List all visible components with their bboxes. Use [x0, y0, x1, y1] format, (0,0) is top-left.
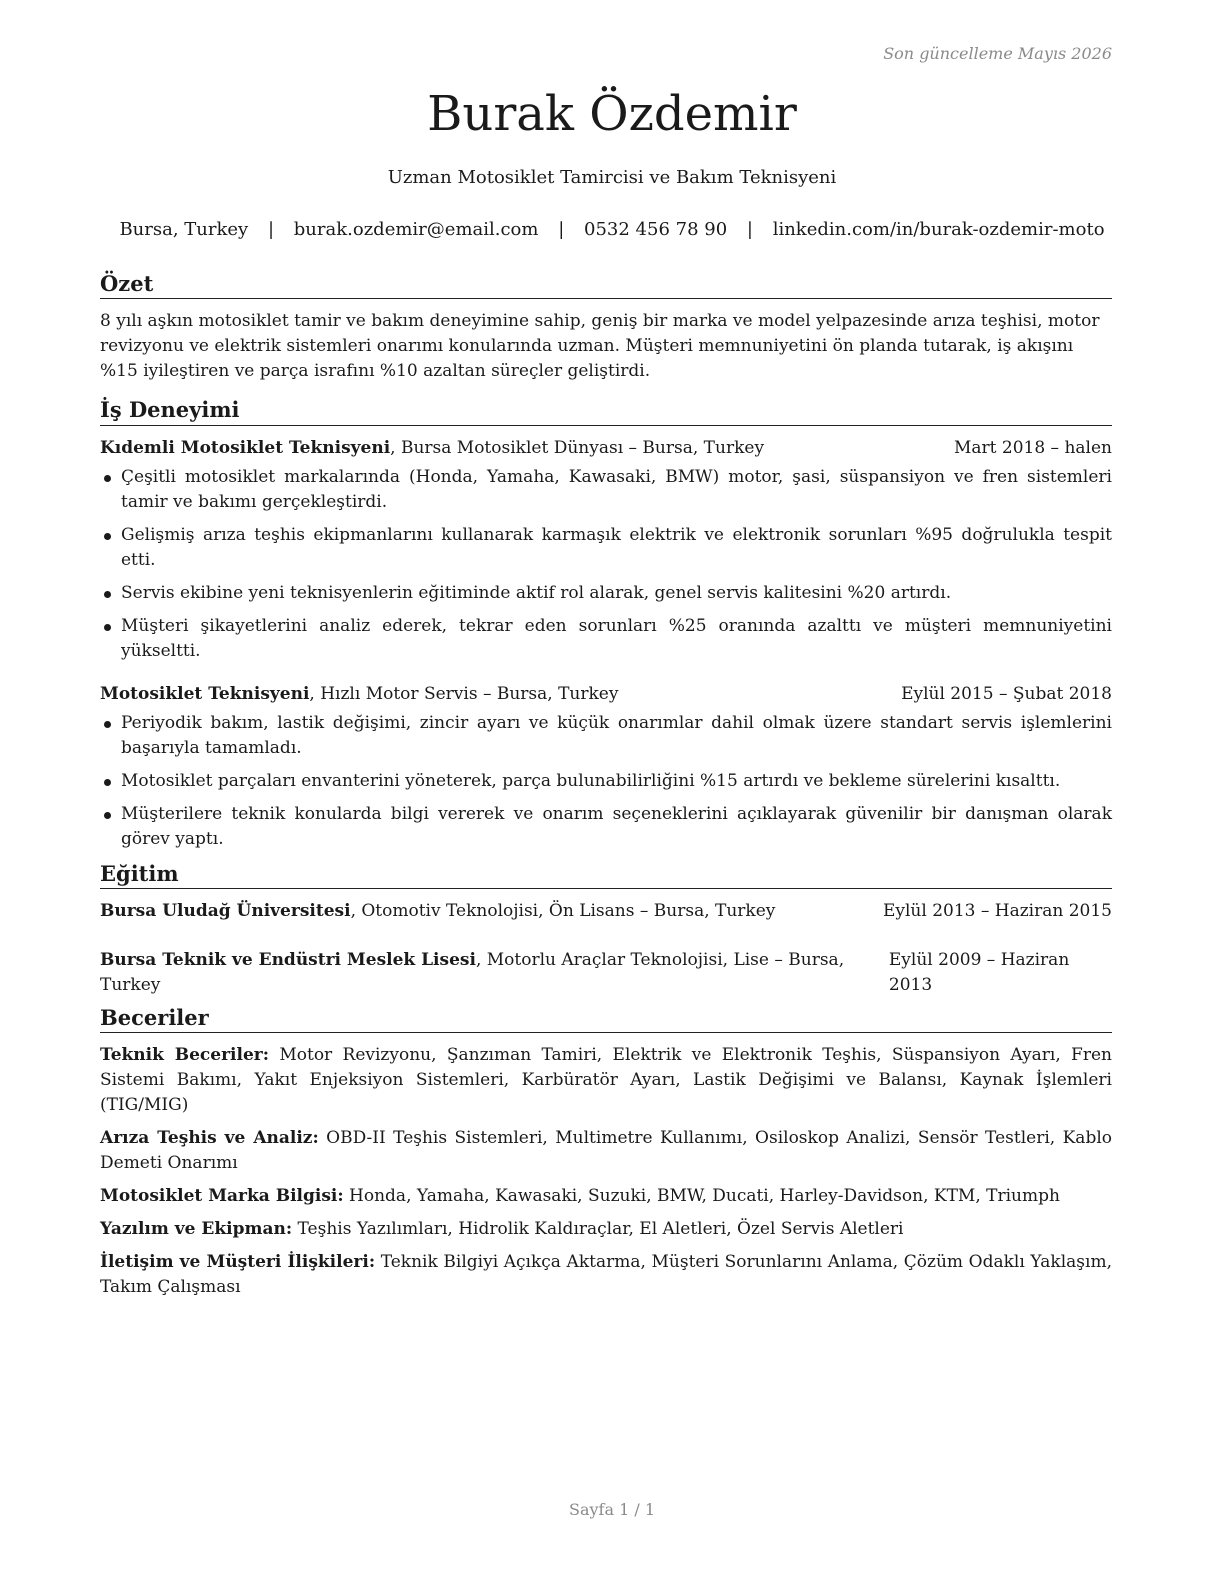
skill-value: Teknik Bilgiyi Açıkça Aktarma, Müşteri Sorunlarını Anlama, Çözüm Odaklı Yaklaşım, Takım Çalışması — [100, 1252, 1112, 1298]
job-bullet: Müşterilere teknik konularda bilgi vererek ve onarım seçeneklerini açıklayarak güvenilir bir danışman olarak görev yaptı. — [100, 802, 1112, 852]
section-title-experience: İş Deneyimi — [100, 396, 1112, 425]
contact-separator: | — [267, 219, 275, 240]
section-title-education: Eğitim — [100, 860, 1112, 889]
job-org: , Hızlı Motor Servis – Bursa, Turkey — [309, 683, 619, 704]
skill-group — [100, 1126, 1112, 1176]
job-header — [100, 682, 1112, 707]
education-school: Bursa Teknik ve Endüstri Meslek Lisesi — [100, 949, 476, 970]
skill-label: Yazılım ve Ekipman: — [100, 1219, 293, 1240]
skill-group — [100, 1250, 1112, 1300]
job-bullet: Çeşitli motosiklet markalarında (Honda, Yamaha, Kawasaki, BMW) motor, şasi, süspansiyon ve fren sistemleri tamir ve bakımı gerçekleştirdi. — [100, 465, 1112, 515]
job-bullet: Müşteri şikayetlerini analiz ederek, tekrar eden sorunları %25 oranında azalttı ve müşteri memnuniyetini yükseltti. — [100, 614, 1112, 664]
page-number: Sayfa 1 / 1 — [568, 1500, 655, 1519]
job-org: , Bursa Motosiklet Dünyası – Bursa, Turkey — [390, 437, 765, 458]
contact-separator: | — [746, 219, 753, 240]
job-role: Kıdemli Motosiklet Teknisyeni — [100, 437, 391, 458]
resume-content — [100, 270, 1112, 1308]
skill-label: Arıza Teşhis ve Analiz: — [100, 1128, 319, 1149]
headline: Uzman Motosiklet Tamircisi ve Bakım Teknisyeni — [387, 167, 837, 188]
job-entry — [100, 436, 1112, 664]
job-bullets — [100, 711, 1112, 852]
job-dates: Eylül 2015 – Şubat 2018 — [901, 683, 1112, 704]
education-entry — [100, 899, 1112, 924]
job-bullet: Gelişmiş arıza teşhis ekipmanlarını kullanarak karmaşık elektrik ve elektronik sorunları %95 doğrulukla tespit etti. — [100, 523, 1112, 573]
job-bullet: Motosiklet parçaları envanterini yöneterek, parça bulunabilirliğini %15 artırdı ve bekleme sürelerini kısalttı. — [100, 769, 1112, 794]
contact-location: Bursa, Turkey — [119, 219, 249, 240]
section-title-summary: Özet — [100, 270, 1112, 299]
skill-value: Honda, Yamaha, Kawasaki, Suzuki, BMW, Ducati, Harley-Davidson, KTM, Triumph — [343, 1186, 1060, 1207]
skill-group — [100, 1184, 1112, 1209]
contact-email[interactable]: burak.ozdemir@email.com — [293, 219, 539, 240]
skill-value: Motor Revizyonu, Şanzıman Tamiri, Elektrik ve Elektronik Teşhis, Süspansiyon Ayarı, Fren Sistemi Bakımı, Yakıt Enjeksiyon Sistemleri, Karbüratör Ayarı, Lastik Değişimi ve Balansı, Kaynak İşlemleri (TIG/MIG) — [100, 1045, 1112, 1116]
job-role: Motosiklet Teknisyeni — [100, 683, 310, 704]
job-dates: Mart 2018 – halen — [953, 437, 1112, 458]
education-school-detail — [100, 899, 775, 924]
job-bullets — [100, 465, 1112, 664]
contact-line — [0, 219, 1224, 240]
job-entry — [100, 682, 1112, 852]
job-header — [100, 436, 1112, 461]
education-dates: Eylül 2013 – Haziran 2015 — [882, 900, 1112, 921]
skill-label: İletişim ve Müşteri İlişkileri: — [100, 1252, 376, 1273]
job-bullet: Servis ekibine yeni teknisyenlerin eğitiminde aktif rol alarak, genel servis kalitesini %20 artırdı. — [100, 581, 1112, 606]
summary-text: 8 yılı aşkın motosiklet tamir ve bakım deneyimine sahip, geniş bir marka ve model yelpazesinde arıza teşhisi, motor revizyonu ve elektrik sistemleri onarımı konularında uzman. Müşteri memnuniyetini ön planda tutarak, iş akışını %15 iyileştiren ve parça israfını %10 azaltan süreçler geliştirdi. — [100, 311, 1100, 382]
education-dates: Eylül 2009 – Haziran 2013 — [888, 949, 1070, 995]
job-role-org — [100, 436, 764, 461]
job-role-org — [100, 682, 618, 707]
skill-label: Motosiklet Marka Bilgisi: — [100, 1186, 344, 1207]
education-school: Bursa Uludağ Üniversitesi — [100, 900, 351, 921]
contact-phone: 0532 456 78 90 — [584, 219, 728, 240]
skill-label: Teknik Beceriler: — [100, 1045, 270, 1066]
skill-value: Teşhis Yazılımları, Hidrolik Kaldıraçlar, El Aletleri, Özel Servis Aletleri — [292, 1219, 904, 1240]
contact-linkedin[interactable]: linkedin.com/in/burak-ozdemir-moto — [772, 219, 1105, 240]
section-title-skills: Beceriler — [100, 1004, 1112, 1033]
skill-group — [100, 1043, 1112, 1118]
contact-separator: | — [558, 219, 565, 240]
job-bullet: Periyodik bakım, lastik değişimi, zincir ayarı ve küçük onarımlar dahil olmak üzere standart servis işlemlerini başarıyla tamamladı. — [100, 711, 1112, 761]
education-detail: , Motorlu Araçlar Teknolojisi, Lise – Bursa, Turkey — [100, 949, 845, 995]
education-entry — [100, 948, 1112, 998]
skill-value: OBD-II Teşhis Sistemleri, Multimetre Kullanımı, Osiloskop Analizi, Sensör Testleri, Kablo Demeti Onarımı — [100, 1128, 1112, 1174]
education-school-detail — [100, 948, 889, 998]
education-detail: , Otomotiv Teknolojisi, Ön Lisans – Bursa, Turkey — [350, 900, 776, 921]
skill-group — [100, 1217, 1112, 1242]
last-updated: Son güncelleme Mayıs 2026 — [883, 44, 1112, 63]
candidate-name: Burak Özdemir — [427, 86, 797, 142]
